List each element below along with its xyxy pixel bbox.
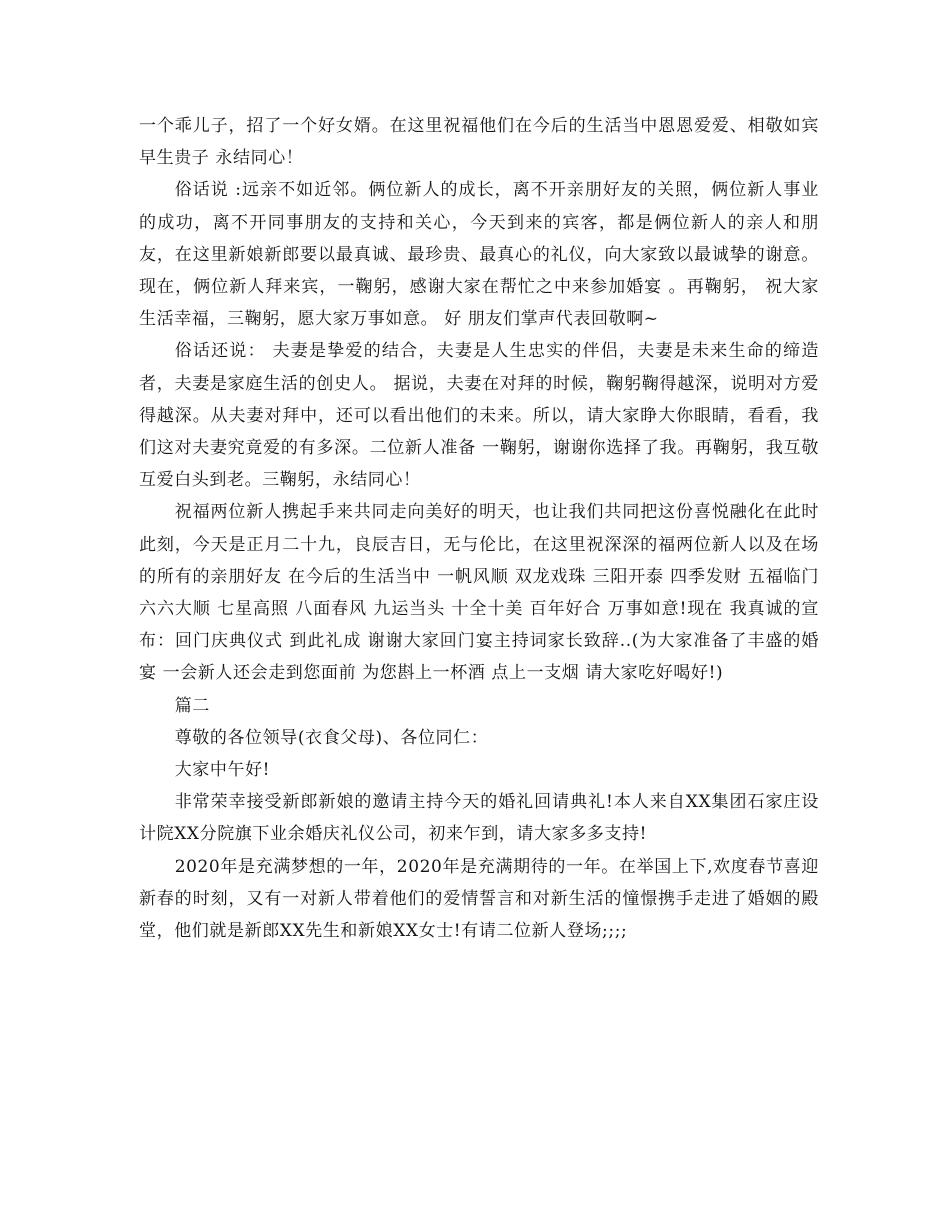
greeting: 大家中午好! xyxy=(174,760,271,781)
paragraph-9: 2020年是充满梦想的一年，2020年是充满期待的一年。在举国上下,欢度春节喜迎新春的时刻，又有一对新人带着他们的爱情誓言和对新生活的憧憬携手走进了婚姻的殿堂，他们就是新郎XX先生和新娘XX女士!有请二位新人登场;;;; xyxy=(139,856,819,942)
document-body xyxy=(139,110,826,947)
salutation: 尊敬的各位领导(衣食父母)、各位同仁： xyxy=(174,727,489,748)
paragraph-3: 俗话还说： 夫妻是挚爱的结合，夫妻是人生忠实的伴侣，夫妻是未来生命的缔造者，夫妻是家庭生活的创史人。 据说，夫妻在对拜的时候，鞠躬鞠得越深，说明对方爱得越深。从夫妻对拜中，还可以看出他们的未来。所以，请大家睁大你眼睛，看看，我们这对夫妻究竟爱的有多深。二位新人准备 一鞠躬，谢谢你选择了我。再鞠躬，我互敬互爱白头到老。三鞠躬，永结同心！ xyxy=(139,341,819,491)
paragraph-1: 一个乖儿子，招了一个好女婿。在这里祝福他们在今后的生活当中恩恩爱爱、相敬如宾 早生贵子 永结同心！ xyxy=(139,116,826,169)
section-heading: 篇二 xyxy=(174,695,210,716)
paragraph-4: 祝福两位新人携起手来共同走向美好的明天，也让我们共同把这份喜悦融化在此时此刻，今天是正月二十九，良辰吉日，无与伦比，在这里祝深深的福两位新人以及在场的所有的亲朋好友 在今后的生活当中 一帆风顺 双龙戏珠 三阳开泰 四季发财 五福临门六六大顺 七星高照 八面春风 九运当头 十全十美 百年好合 万事如意!现在 我真诚的宣布：回门庆典仪式 到此礼成 谢谢大家回门宴主持词家长致辞..(为大家准备了丰盛的婚宴 一会新人还会走到您面前 为您斟上一杯酒 点上一支烟 请大家吃好喝好!) xyxy=(139,502,819,684)
paragraph-8: 非常荣幸接受新郎新娘的邀请主持今天的婚礼回请典礼!本人来自XX集团石家庄设计院XX分院旗下业余婚庆礼仪公司，初来乍到，请大家多多支持! xyxy=(139,792,819,845)
paragraph-2: 俗话说 :远亲不如近邻。俩位新人的成长，离不开亲朋好友的关照，俩位新人事业的成功，离不开同事朋友的支持和关心，今天到来的宾客，都是俩位新人的亲人和朋友，在这里新娘新郎要以最真诚、最珍贵、最真心的礼仪，向大家致以最诚挚的谢意。 现在，俩位新人拜来宾，一鞠躬，感谢大家在帮忙之中来参加婚宴 。再鞠躬， 祝大家生活幸福，三鞠躬，愿大家万事如意。 好 朋友们掌声代表回敬啊~ xyxy=(139,180,826,330)
